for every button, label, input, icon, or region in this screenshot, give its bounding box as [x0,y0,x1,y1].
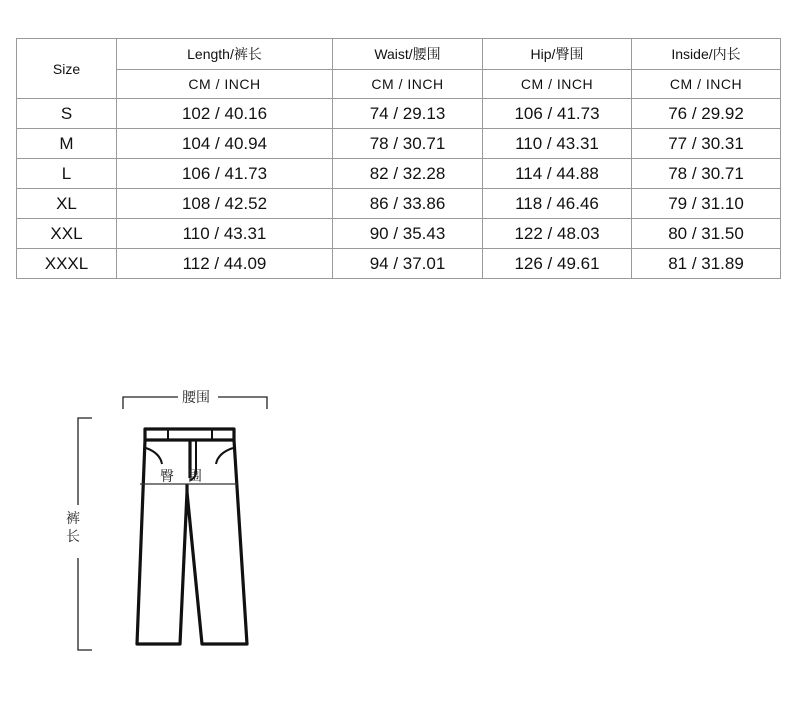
length-column-header: Length/裤长 [117,39,333,70]
size-cell: XXXL [17,249,117,279]
size-cell: L [17,159,117,189]
measurement-cell: 112 / 44.09 [117,249,333,279]
table-row [17,159,781,189]
measurement-cell: 77 / 30.31 [632,129,781,159]
hip-column-header: Hip/臀围 [483,39,632,70]
measurement-cell: 102 / 40.16 [117,99,333,129]
length-unit: CM / INCH [117,70,333,99]
pants-outline [137,429,247,644]
measurement-cell: 114 / 44.88 [483,159,632,189]
size-cell: M [17,129,117,159]
inside-unit: CM / INCH [632,70,781,99]
waist-unit: CM / INCH [333,70,483,99]
measurement-cell: 106 / 41.73 [483,99,632,129]
measurement-cell: 74 / 29.13 [333,99,483,129]
measurement-cell: 79 / 31.10 [632,189,781,219]
measurement-cell: 81 / 31.89 [632,249,781,279]
waist-label: 腰围 [182,390,210,406]
size-cell: XL [17,189,117,219]
table-row [17,189,781,219]
measurement-cell: 106 / 41.73 [117,159,333,189]
measurement-cell: 76 / 29.92 [632,99,781,129]
measurement-cell: 90 / 35.43 [333,219,483,249]
measurement-cell: 122 / 48.03 [483,219,632,249]
table-row [17,249,781,279]
hip-unit: CM / INCH [483,70,632,99]
measurement-cell: 126 / 49.61 [483,249,632,279]
length-label: 裤长 [66,511,80,545]
size-cell: S [17,99,117,129]
measurement-cell: 108 / 42.52 [117,189,333,219]
measurement-cell: 104 / 40.94 [117,129,333,159]
measurement-cell: 110 / 43.31 [483,129,632,159]
size-column-header: Size [17,39,117,99]
waist-column-header: Waist/腰围 [333,39,483,70]
size-chart-table [16,38,781,279]
table-row [17,99,781,129]
measurement-cell: 78 / 30.71 [333,129,483,159]
pants-illustration [50,380,350,670]
pants-measurement-diagram [50,380,350,670]
measurement-cell: 78 / 30.71 [632,159,781,189]
inside-column-header: Inside/内长 [632,39,781,70]
size-cell: XXL [17,219,117,249]
measurement-cell: 110 / 43.31 [117,219,333,249]
measurement-cell: 82 / 32.28 [333,159,483,189]
hip-label: 臀围 [160,469,216,485]
measurement-cell: 94 / 37.01 [333,249,483,279]
measurement-cell: 86 / 33.86 [333,189,483,219]
table-row [17,219,781,249]
unit-row [17,70,781,99]
measurement-cell: 118 / 46.46 [483,189,632,219]
header-row [17,39,781,70]
table-row [17,129,781,159]
measurement-cell: 80 / 31.50 [632,219,781,249]
